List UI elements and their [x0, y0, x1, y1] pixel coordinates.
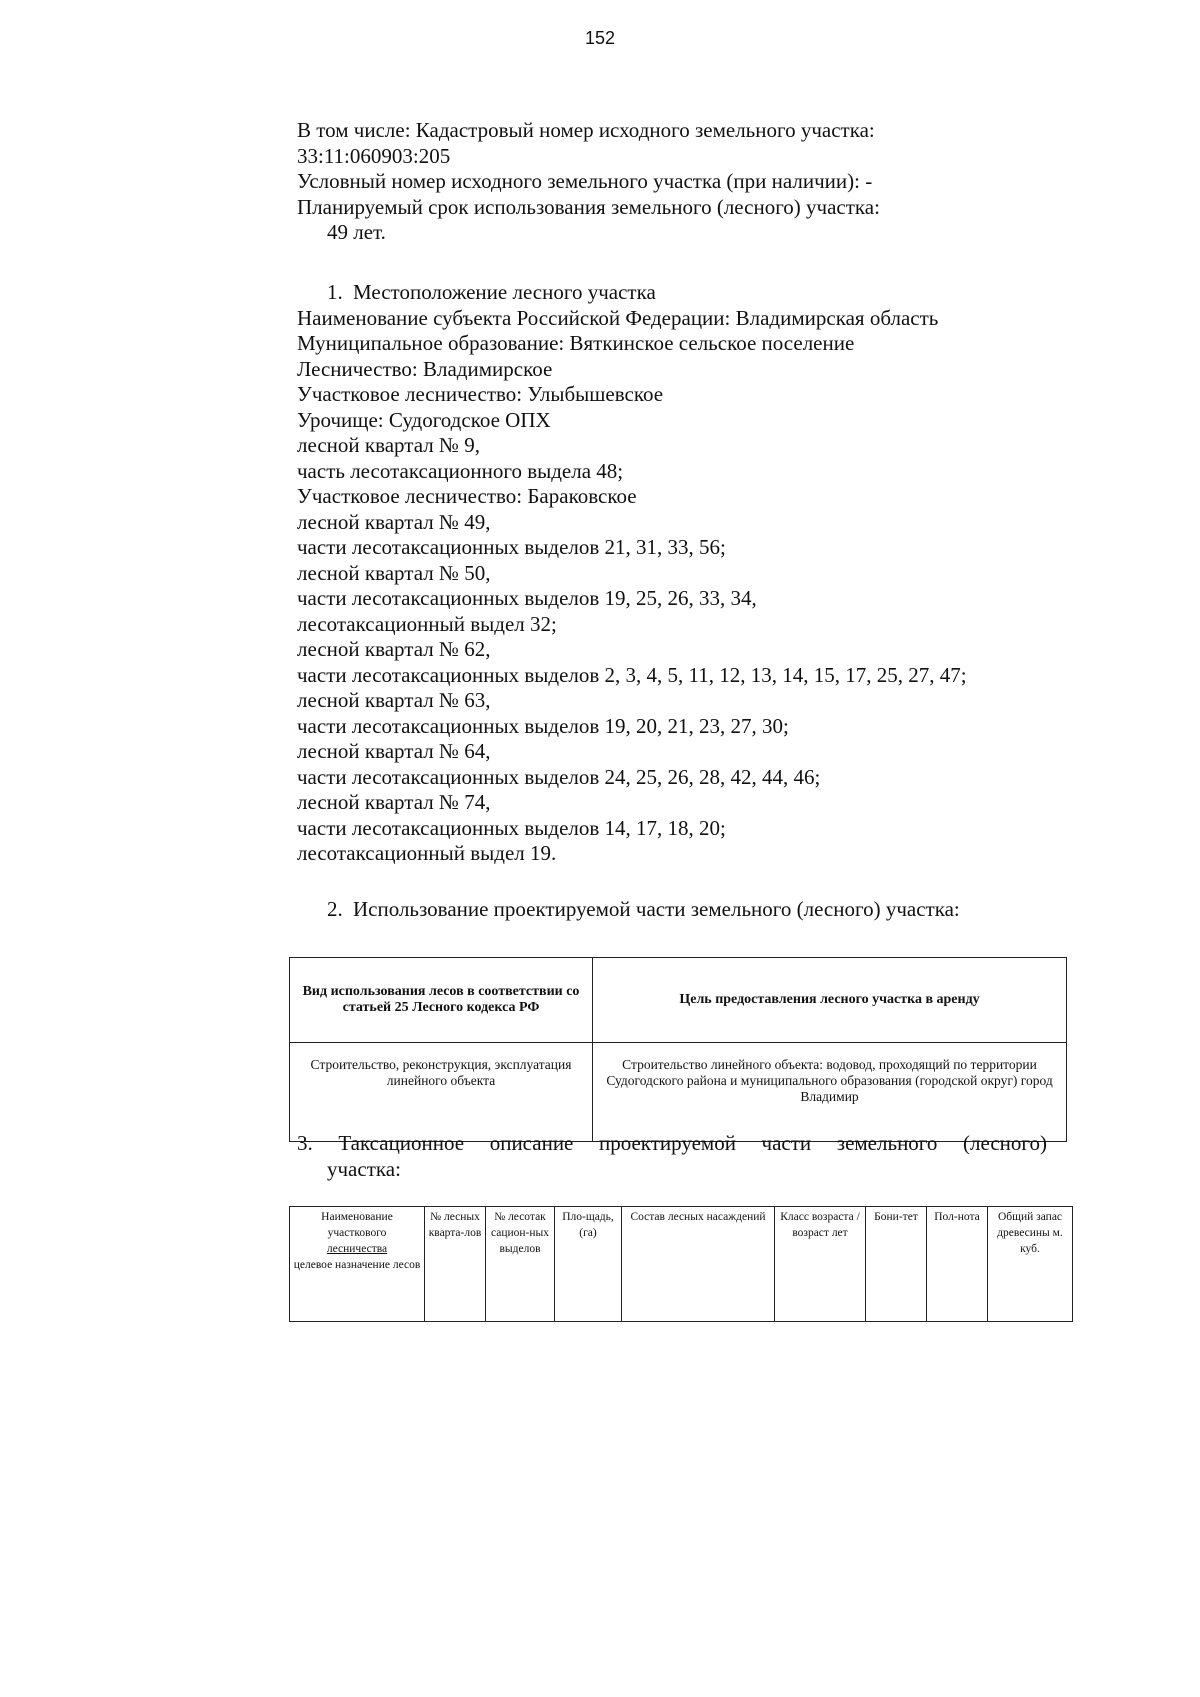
intro-block	[297, 118, 1097, 246]
forestry-header-line2: лесничества	[326, 1243, 388, 1255]
section-3-heading	[297, 1131, 1047, 1157]
location-line: лесотаксационный выдел 19.	[297, 841, 557, 865]
section-2-title: Использование проектируемой части земельного (лесного) участка:	[353, 897, 960, 921]
section-1-number: 1.	[327, 280, 343, 304]
heading-word: Таксационное	[338, 1131, 465, 1155]
section-taxation	[297, 1131, 1047, 1182]
lease-purpose-header: Цель предоставления лесного участка в аренду	[593, 958, 1067, 1043]
section-usage	[297, 897, 1097, 923]
heading-word: (лесного)	[963, 1131, 1047, 1155]
location-line: лесной квартал № 64,	[297, 739, 491, 763]
location-line: Урочище: Судогодское ОПХ	[297, 407, 551, 432]
bonitet-header: Бони-тет	[866, 1207, 927, 1322]
area-header: Пло-щадь, (га)	[555, 1207, 622, 1322]
usage-type-cell: Строительство, реконструкция, эксплуатация линейного объекта	[290, 1043, 593, 1142]
location-line: Участковое лесничество: Улыбышевское	[297, 382, 664, 406]
section-1-heading	[297, 280, 1097, 306]
section-1-title: Местоположение лесного участка	[353, 280, 656, 304]
quarters-header: № лесных кварта-лов	[425, 1207, 486, 1322]
location-line: части лесотаксационных выделов 19, 25, 26, 33, 34,	[297, 586, 757, 610]
location-line: Муниципальное образование: Вяткинское сельское поселение	[297, 331, 855, 355]
forestry-header-line1: Наименование участкового	[321, 1211, 393, 1239]
planned-term-label: Планируемый срок использования земельного (лесного) участка:	[297, 194, 880, 219]
section-location	[297, 280, 1097, 867]
section-3-title-end: участка:	[327, 1156, 401, 1181]
conditional-number: Условный номер исходного земельного участка (при наличии): -	[297, 169, 873, 193]
location-line: части лесотаксационных выделов 2, 3, 4, 5, 11, 12, 13, 14, 15, 17, 25, 27, 47;	[297, 662, 967, 687]
forestry-header	[290, 1207, 425, 1322]
location-line: лесной квартал № 49,	[297, 509, 491, 534]
location-line: лесной квартал № 50,	[297, 560, 491, 585]
location-line: части лесотаксационных выделов 24, 25, 26, 28, 42, 44, 46;	[297, 764, 821, 789]
plots-header: № лесотак сацион-ных выделов	[486, 1207, 555, 1322]
cadastral-number: 33:11:060903:205	[297, 143, 451, 168]
location-line: части лесотаксационных выделов 21, 31, 33, 56;	[297, 535, 726, 559]
forestry-header-line3: целевое назначение лесов	[293, 1259, 421, 1271]
lease-purpose-cell: Строительство линейного объекта: водовод, проходящий по территории Судогодского района и муниципального образования (городской округ) город Владимир	[593, 1043, 1067, 1142]
heading-word: проектируемой	[598, 1131, 736, 1155]
location-line: лесотаксационный выдел 32;	[297, 611, 557, 636]
usage-type-header: Вид использования лесов в соответствии со статьей 25 Лесного кодекса РФ	[290, 958, 593, 1043]
location-line: части лесотаксационных выделов 14, 17, 18, 20;	[297, 815, 726, 840]
location-line: часть лесотаксационного выдела 48;	[297, 458, 624, 483]
location-line: лесной квартал № 74,	[297, 790, 491, 814]
location-line: лесной квартал № 63,	[297, 688, 491, 712]
table-header-row	[290, 958, 1067, 1043]
location-line: Лесничество: Владимирское	[297, 356, 553, 381]
section-2-number: 2.	[327, 897, 343, 921]
location-line: лесной квартал № 9,	[297, 433, 480, 457]
heading-word: части	[761, 1131, 812, 1155]
page-number: 152	[584, 28, 616, 48]
stock-header: Общий запас древесины м. куб.	[988, 1207, 1073, 1322]
location-line: части лесотаксационных выделов 19, 20, 21, 23, 27, 30;	[297, 713, 789, 738]
taxation-table	[289, 1206, 1073, 1322]
heading-word: земельного	[836, 1131, 938, 1155]
usage-table	[289, 957, 1067, 1142]
location-line: Наименование субъекта Российской Федерации: Владимирская область	[297, 305, 939, 330]
table-header-row	[290, 1207, 1073, 1322]
location-line: Участковое лесничество: Бараковское	[297, 484, 637, 508]
section-3-number: 3.	[297, 1131, 313, 1155]
table-row	[290, 1043, 1067, 1142]
section-2-heading	[297, 897, 1097, 923]
location-line: лесной квартал № 62,	[297, 637, 491, 661]
cadastral-label: В том числе: Кадастровый номер исходного земельного участка:	[297, 118, 875, 142]
age-class-header: Класс возраста /возраст лет	[775, 1207, 866, 1322]
planned-term-value: 49 лет.	[327, 220, 386, 244]
density-header: Пол-нота	[927, 1207, 988, 1322]
composition-header: Состав лесных насаждений	[622, 1207, 775, 1322]
heading-word: описание	[489, 1131, 574, 1155]
